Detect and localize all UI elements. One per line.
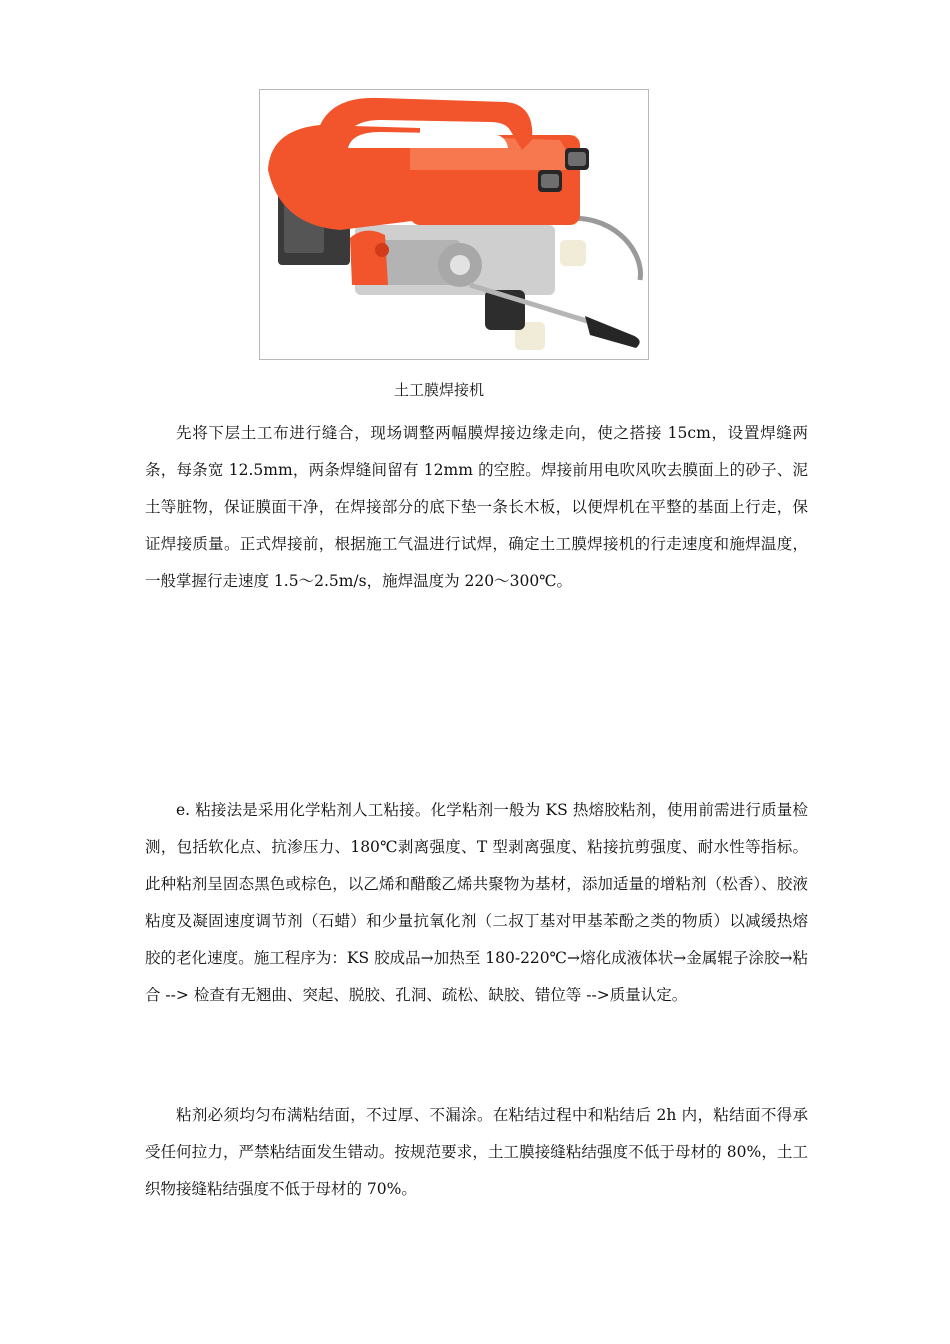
paragraph-adhesive-requirements: 粘剂必须均匀布满粘结面，不过厚、不漏涂。在粘结过程中和粘结后 2h 内，粘结面不得承受任何拉力，严禁粘结面发生错动。按规范要求，土工膜接缝粘结强度不低于母材的 80%，土工织物接缝粘结强度不低于母材的 70%。 xyxy=(145,1106,808,1198)
figure-caption: 土工膜焊接机 xyxy=(393,381,484,399)
paragraph-welding-procedure: 先将下层土工布进行缝合，现场调整两幅膜焊接边缘走向，使之搭接 15cm，设置焊缝两条，每条宽 12.5mm，两条焊缝间留有 12mm 的空腔。焊接前用电吹风吹去膜面上的砂子、泥土等脏物，保证膜面干净，在焊接部分的底下垫一条长木板，以便焊机在平整的基面上行走，保证焊接质量。正式焊接前，根据施工气温进行试焊，确定土工膜焊接机的行走速度和施焊温度，一般掌握行走速度 1.5～2.5m/s，施焊温度为 220～300℃。 xyxy=(145,424,808,590)
geomembrane-welder-machine-icon xyxy=(260,90,648,359)
figure-photo xyxy=(259,89,649,360)
paragraph-adhesive-method: e. 粘接法是采用化学粘剂人工粘接。化学粘剂一般为 KS 热熔胶粘剂，使用前需进行质量检测，包括软化点、抗渗压力、180℃剥离强度、T 型剥离强度、粘接抗剪强度、耐水性等指标。此种粘剂呈固态黑色或棕色，以乙烯和醋酸乙烯共聚物为基材，添加适量的增粘剂（松香）、胶液粘度及凝固速度调节剂（石蜡）和少量抗氧化剂（二叔丁基对甲基苯酚之类的物质）以减缓热熔胶的老化速度。施工程序为：KS 胶成品→加热至 180-220℃→熔化成液体状→金属辊子涂胶→粘合 --> 检查有无翘曲、突起、脱胶、孔洞、疏松、缺胶、错位等 -->质量认定。 xyxy=(145,801,808,1004)
